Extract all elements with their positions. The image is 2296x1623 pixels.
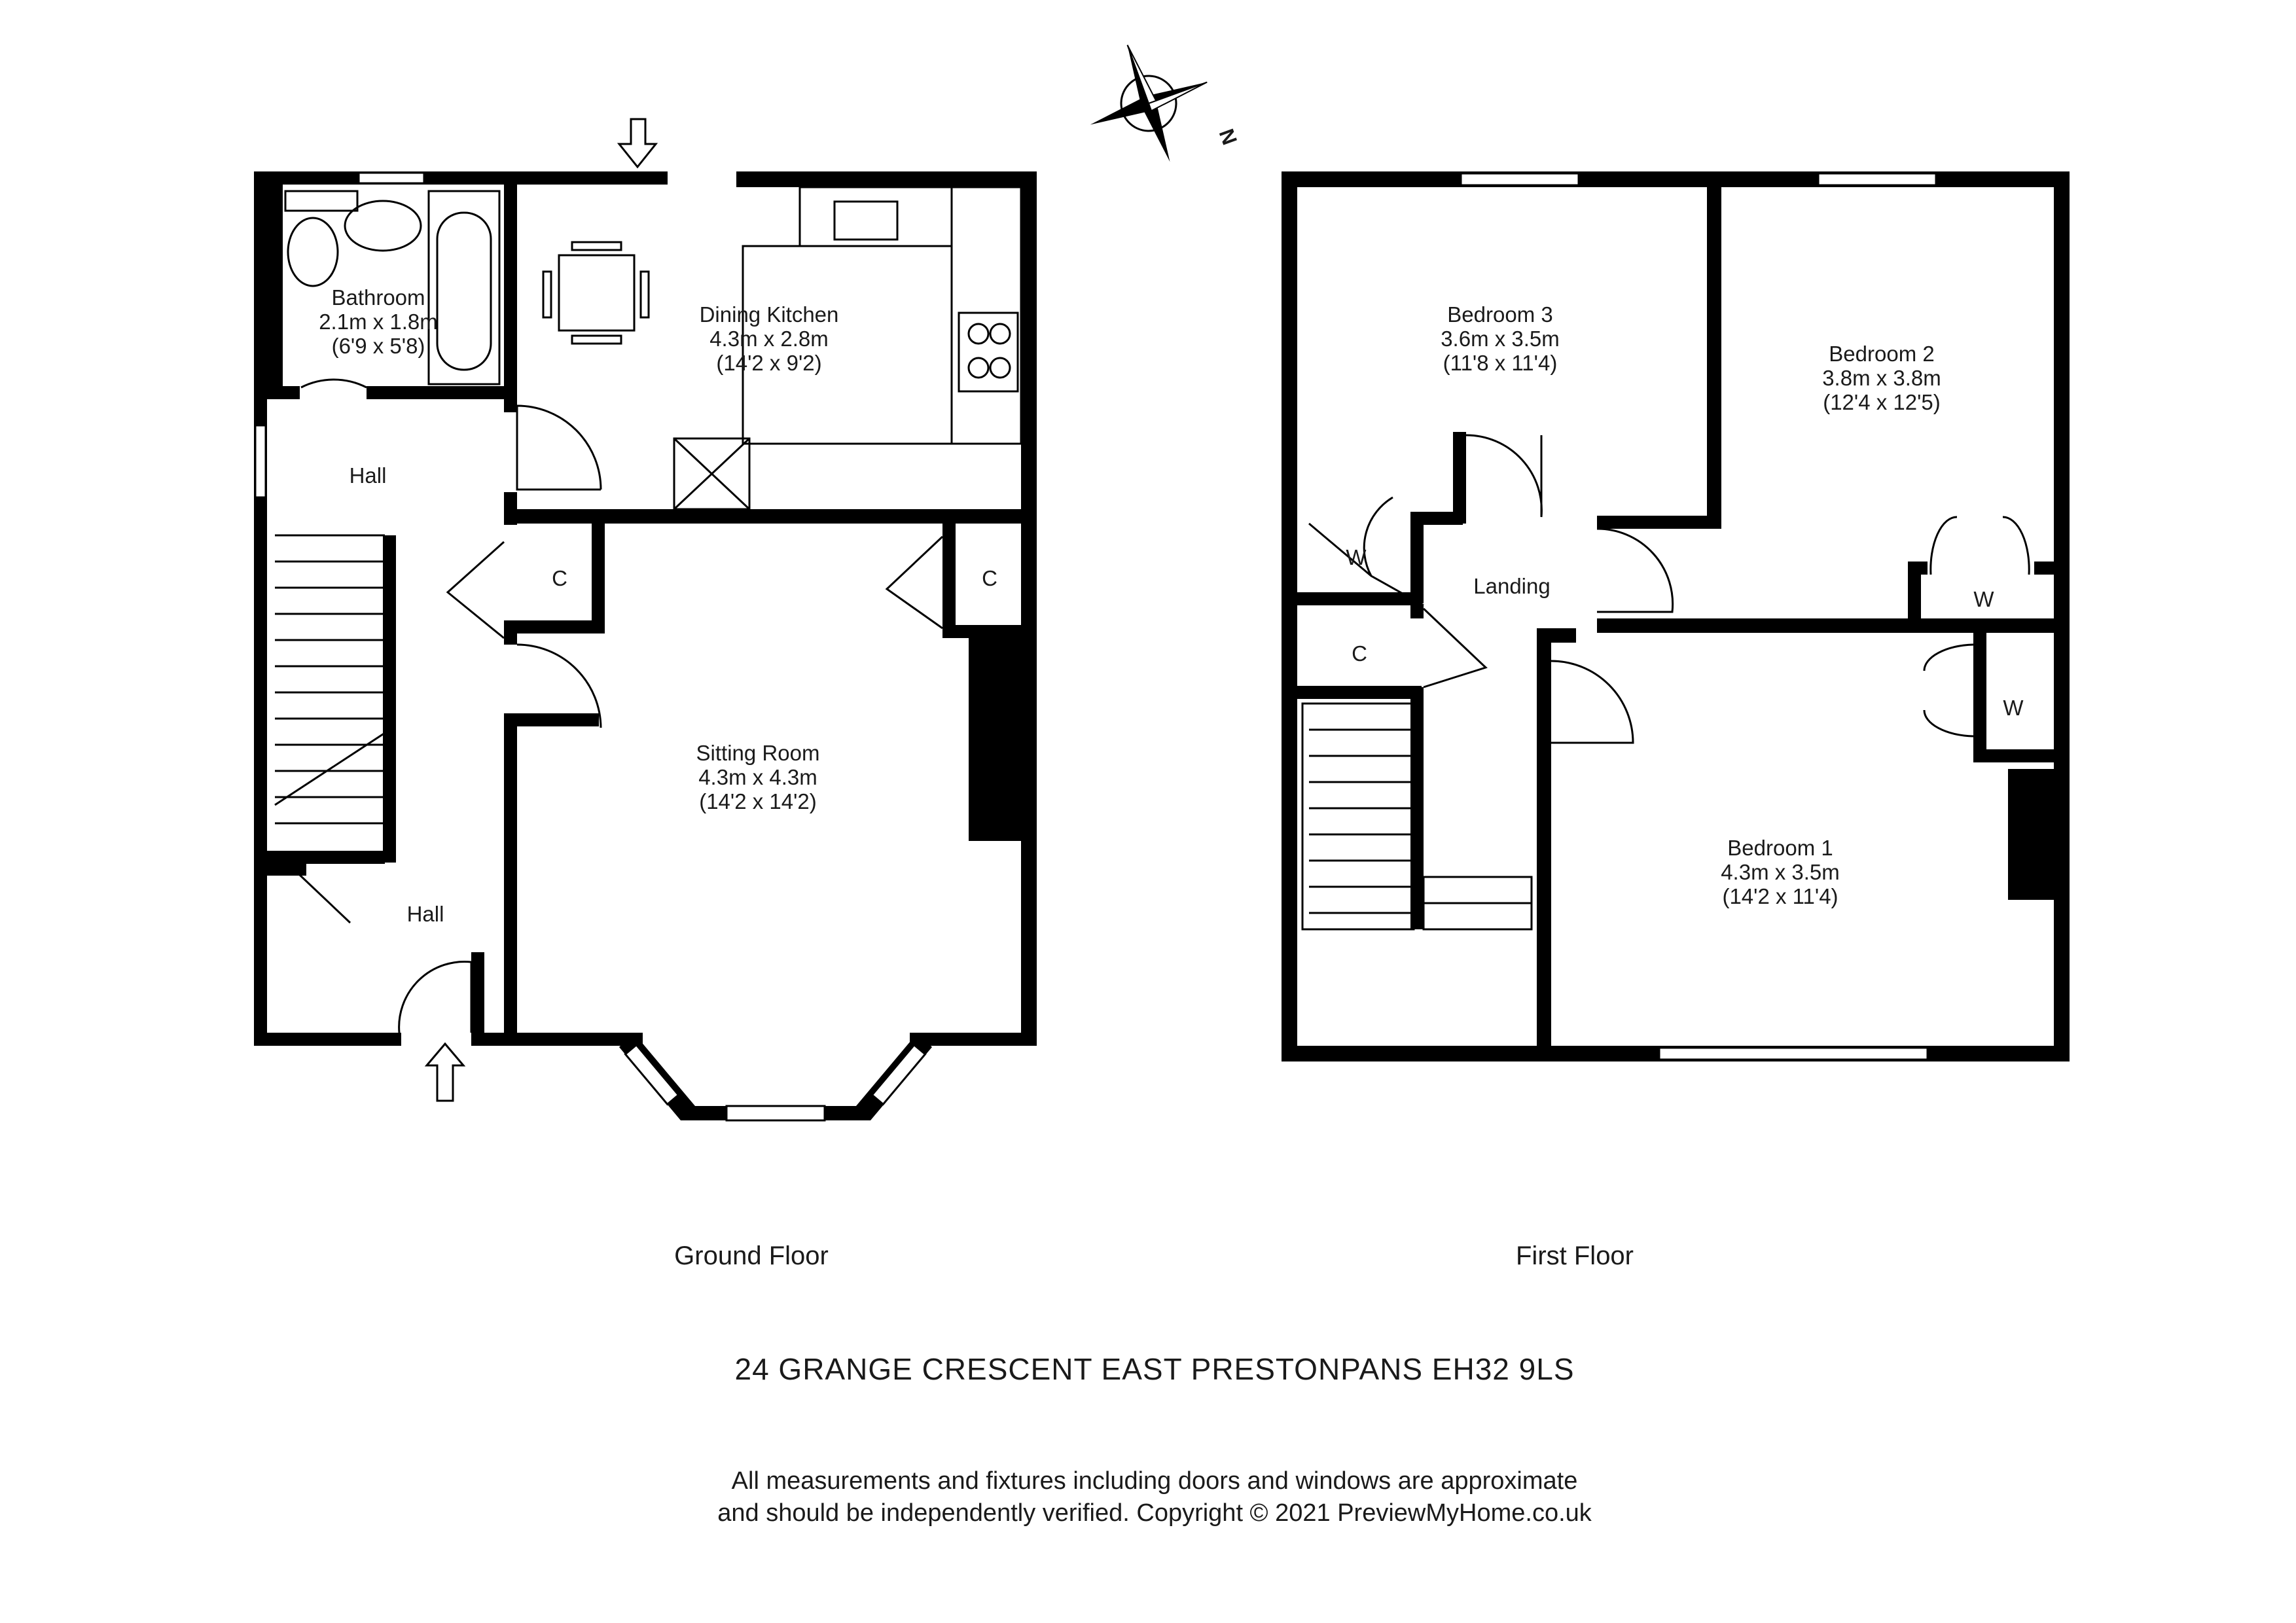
bedroom-2-metric: 3.8m x 3.8m xyxy=(1822,366,1941,390)
hall-lower-label: Hall xyxy=(406,902,444,926)
dining-kitchen-metric: 4.3m x 2.8m xyxy=(709,327,829,351)
sitting-room-imperial: (14'2 x 14'2) xyxy=(699,789,817,813)
bedroom-3-wardrobe-label: W xyxy=(1346,545,1367,569)
bathroom-metric: 2.1m x 1.8m xyxy=(319,310,438,334)
bathroom-imperial: (6'9 x 5'8) xyxy=(331,334,425,358)
disclaimer-line-1: All measurements and fixtures including doors and windows are approximate xyxy=(731,1467,1578,1495)
first-floor-caption: First Floor xyxy=(1516,1241,1634,1270)
sitting-room-metric: 4.3m x 4.3m xyxy=(698,765,817,789)
first-floor-plan xyxy=(1282,171,2070,1061)
landing-cupboard-label: C xyxy=(1352,641,1367,666)
dining-kitchen-imperial: (14'2 x 9'2) xyxy=(716,351,822,375)
bedroom-2-imperial: (12'4 x 12'5) xyxy=(1823,390,1941,414)
hall-upper-label: Hall xyxy=(349,463,387,488)
dining-kitchen-name: Dining Kitchen xyxy=(699,302,839,327)
sitting-cupboard-label: C xyxy=(982,566,997,590)
compass-icon xyxy=(1069,24,1229,183)
ground-floor-caption: Ground Floor xyxy=(674,1241,829,1270)
sitting-room-name: Sitting Room xyxy=(696,741,820,765)
hall-cupboard-label: C xyxy=(552,566,567,590)
bedroom-1-name: Bedroom 1 xyxy=(1727,836,1833,860)
bedroom-3-name: Bedroom 3 xyxy=(1447,302,1553,327)
property-address: 24 GRANGE CRESCENT EAST PRESTONPANS EH32 9LS xyxy=(734,1352,1575,1386)
bedroom-1-wardrobe-label: W xyxy=(2003,696,2024,720)
landing-label: Landing xyxy=(1473,574,1551,598)
bedroom-2-name: Bedroom 2 xyxy=(1829,342,1935,366)
disclaimer-line-2: and should be independently verified. Copyright © 2021 PreviewMyHome.co.uk xyxy=(717,1499,1592,1527)
bedroom-3-metric: 3.6m x 3.5m xyxy=(1441,327,1560,351)
ground-floor-plan xyxy=(254,119,1037,1120)
bedroom-1-metric: 4.3m x 3.5m xyxy=(1721,860,1840,884)
bathroom-name: Bathroom xyxy=(331,285,425,310)
compass-north-label: N xyxy=(1214,126,1242,149)
entrance-arrow-icon xyxy=(427,1044,463,1101)
rear-entrance-arrow-icon xyxy=(619,119,656,167)
bedroom-2-wardrobe-label: W xyxy=(1973,587,1994,611)
bedroom-1-imperial: (14'2 x 11'4) xyxy=(1722,884,1839,908)
bedroom-3-imperial: (11'8 x 11'4) xyxy=(1443,351,1558,375)
